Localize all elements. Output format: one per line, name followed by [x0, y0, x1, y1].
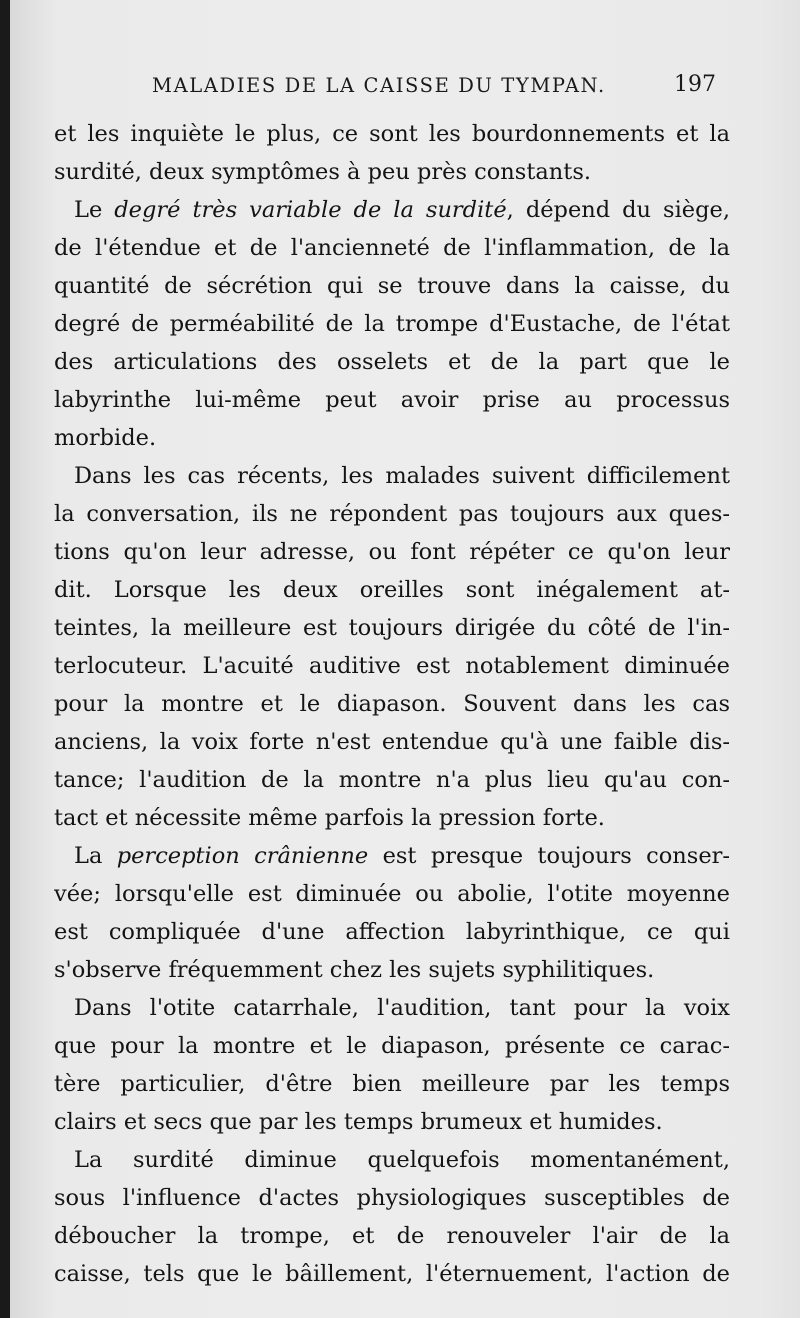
text-line: la conversation, ils ne répondent pas toujours aux ques-	[54, 501, 730, 527]
text-line: Dans les cas récents, les malades suivent difficilement	[74, 463, 730, 489]
text-line: et les inquiète le plus, ce sont les bourdonnements et la	[54, 121, 730, 147]
text-line: tions qu'on leur adresse, ou font répéter ce qu'on leur	[54, 539, 730, 565]
page-number: 197	[674, 72, 716, 97]
text-line: tact et nécessite même parfois la pression forte.	[54, 805, 605, 831]
page-header	[10, 70, 800, 106]
italic-phrase: perception crânienne	[116, 843, 369, 869]
text-line: s'observe fréquemment chez les sujets syphilitiques.	[54, 957, 655, 983]
text-line: quantité de sécrétion qui se trouve dans la caisse, du	[54, 273, 730, 299]
text-line: des articulations des osselets et de la part que le	[54, 349, 730, 375]
text-line	[54, 191, 730, 229]
paragraph	[54, 1141, 730, 1293]
text-line: est compliquée d'une affection labyrinthique, ce qui	[54, 919, 730, 945]
text-line: pour la montre et le diapason. Souvent dans les cas	[54, 691, 730, 717]
paragraph	[54, 989, 730, 1141]
text-line	[54, 837, 730, 875]
text-line: surdité, deux symptômes à peu près constants.	[54, 159, 592, 185]
paragraph	[54, 191, 730, 457]
text-line: clairs et secs que par les temps brumeux et humides.	[54, 1109, 663, 1135]
running-title: MALADIES DE LA CAISSE DU TYMPAN.	[152, 74, 606, 97]
italic-phrase: degré très variable de la surdité	[114, 197, 507, 223]
text-line: que pour la montre et le diapason, présente ce carac-	[54, 1033, 730, 1059]
text-line: déboucher la trompe, et de renouveler l'air de la	[54, 1223, 730, 1249]
text-line: anciens, la voix forte n'est entendue qu'à une faible dis-	[54, 729, 730, 755]
text-line: degré de perméabilité de la trompe d'Eustache, de l'état	[54, 311, 730, 337]
text-fragment: , dépend du siège,	[506, 197, 730, 223]
paragraph	[54, 115, 730, 191]
book-page	[10, 0, 800, 1318]
text-fragment: La	[74, 843, 117, 869]
paragraph	[54, 457, 730, 837]
text-line: morbide.	[54, 425, 157, 451]
text-line: caisse, tels que le bâillement, l'éternuement, l'action de	[54, 1261, 730, 1287]
body-text	[54, 115, 730, 1293]
text-line: tance; l'audition de la montre n'a plus lieu qu'au con-	[54, 767, 730, 793]
text-line: tère particulier, d'être bien meilleure par les temps	[54, 1071, 730, 1097]
paragraph	[54, 837, 730, 989]
text-fragment: est presque toujours conser-	[368, 843, 730, 869]
text-line: dit. Lorsque les deux oreilles sont inégalement at-	[54, 577, 730, 603]
text-line: labyrinthe lui-même peut avoir prise au processus	[54, 387, 730, 413]
text-line: La surdité diminue quelquefois momentanément,	[74, 1147, 730, 1173]
text-fragment: Le	[74, 197, 115, 223]
text-line: teintes, la meilleure est toujours dirigée du côté de l'in-	[54, 615, 730, 641]
text-line: de l'étendue et de l'ancienneté de l'inflammation, de la	[54, 235, 730, 261]
text-line: Dans l'otite catarrhale, l'audition, tant pour la voix	[74, 995, 730, 1021]
text-line: sous l'influence d'actes physiologiques susceptibles de	[54, 1185, 730, 1211]
text-line: terlocuteur. L'acuité auditive est notablement diminuée	[54, 653, 730, 679]
text-line: vée; lorsqu'elle est diminuée ou abolie, l'otite moyenne	[54, 881, 730, 907]
